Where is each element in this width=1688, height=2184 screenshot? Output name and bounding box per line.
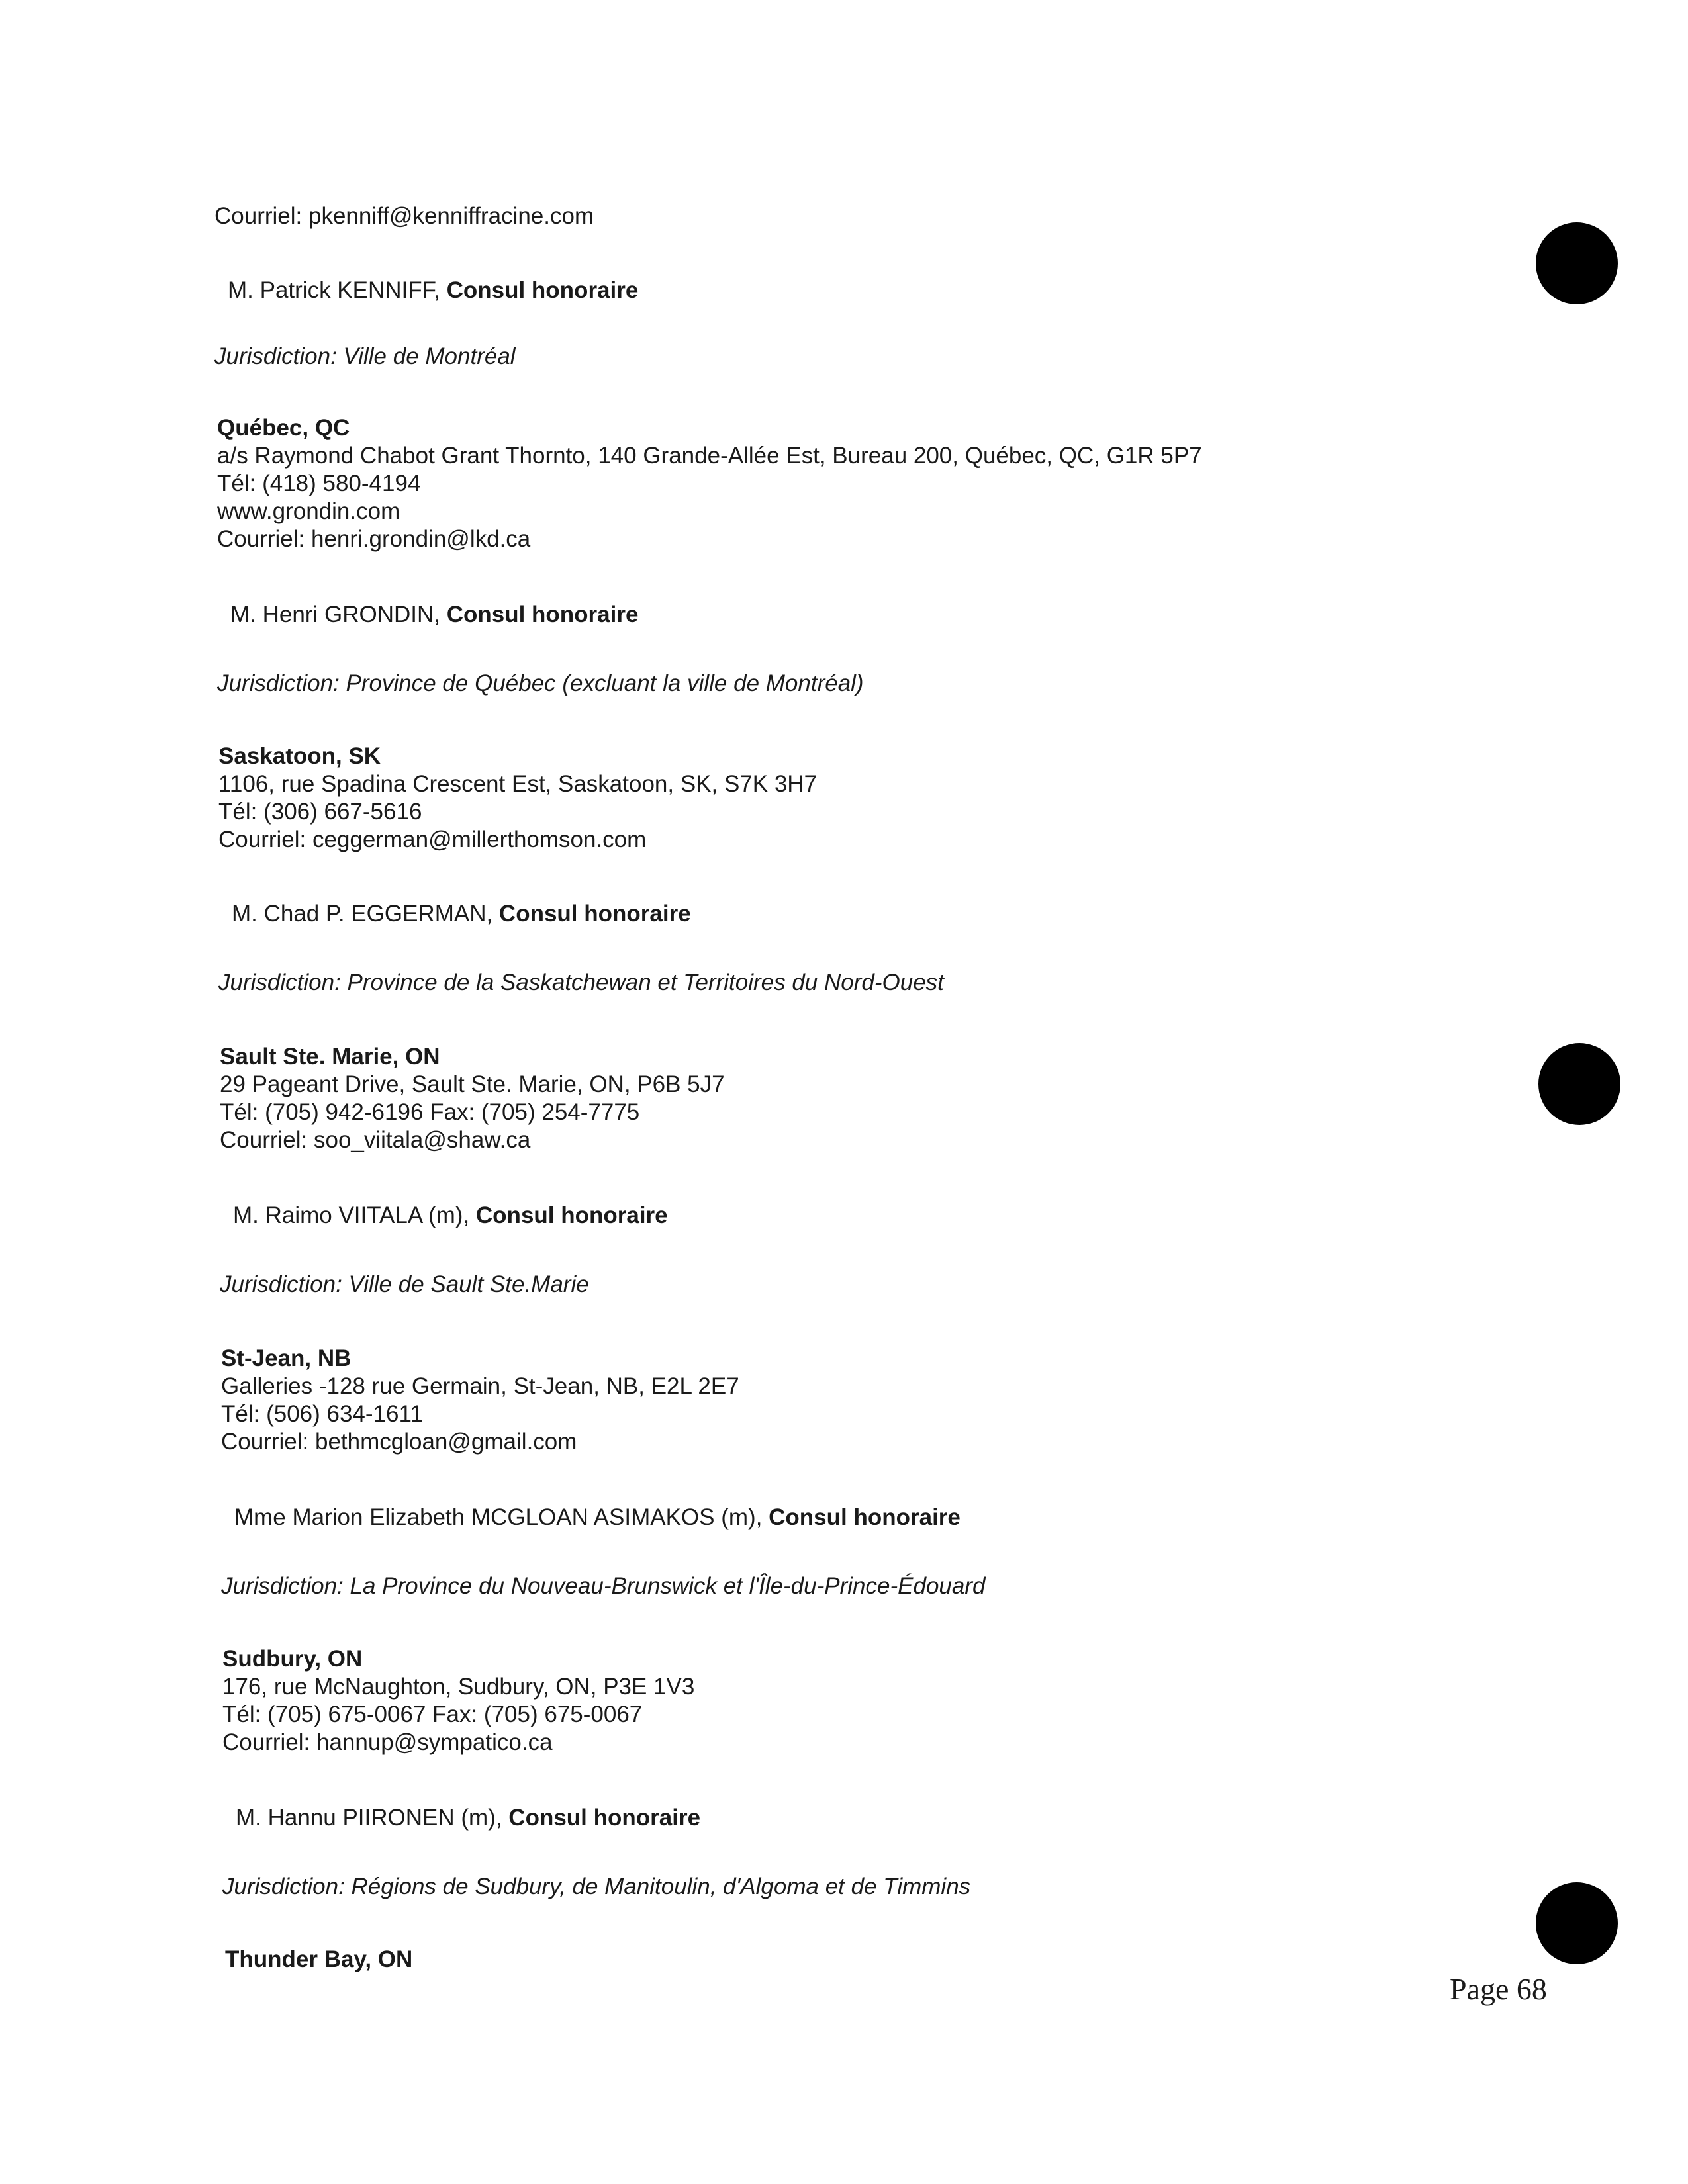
address-line: 176, rue McNaughton, Sudbury, ON, P3E 1V3 — [222, 1674, 695, 1700]
consul-name-line — [233, 1202, 668, 1230]
jurisdiction-value: La Province du Nouveau-Brunswick et l'Île-du-Prince-Édouard — [343, 1573, 986, 1599]
jurisdiction-value: Régions de Sudbury, de Manitoulin, d'Algoma et de Timmins — [344, 1874, 971, 1899]
jurisdiction-line — [220, 1271, 589, 1298]
page-number: Page 68 — [1450, 1972, 1547, 2006]
punch-hole — [1536, 222, 1618, 304]
jurisdiction-value: Province de la Saskatchewan et Territoires du Nord-Ouest — [340, 970, 944, 995]
city-heading: Sault Ste. Marie, ON — [220, 1044, 440, 1069]
city-heading: Sudbury, ON — [222, 1646, 363, 1672]
jurisdiction-label: Jurisdiction: — [214, 343, 337, 369]
phone-line: Tél: (506) 634-1611 — [221, 1401, 423, 1427]
jurisdiction-label: Jurisdiction: — [222, 1874, 345, 1899]
jurisdiction-label: Jurisdiction: — [221, 1573, 344, 1599]
consul-name: M. Hannu PIIRONEN (m), — [236, 1805, 509, 1831]
email-line: Courriel: henri.grondin@lkd.ca — [217, 526, 531, 552]
consul-name: M. Chad P. EGGERMAN, — [232, 901, 499, 927]
phone-line: Tél: (705) 942-6196 Fax: (705) 254-7775 — [220, 1099, 640, 1125]
consul-title: Consul honoraire — [769, 1504, 961, 1530]
phone-line: Tél: (418) 580-4194 — [217, 471, 421, 496]
city-heading: Thunder Bay, ON — [225, 1946, 413, 1972]
consul-name-line — [228, 277, 638, 304]
address-line: 29 Pageant Drive, Sault Ste. Marie, ON, P6B 5J7 — [220, 1071, 725, 1097]
phone-line: Tél: (306) 667-5616 — [218, 799, 422, 825]
consul-title: Consul honoraire — [446, 277, 639, 303]
jurisdiction-line — [221, 1572, 985, 1600]
consul-name: M. Patrick KENNIFF, — [228, 277, 447, 303]
jurisdiction-value: Province de Québec (excluant la ville de Montréal) — [339, 670, 864, 696]
address-line: a/s Raymond Chabot Grant Thornto, 140 Grande-Allée Est, Bureau 200, Québec, QC, G1R 5P7 — [217, 443, 1202, 469]
city-heading: St-Jean, NB — [221, 1345, 352, 1371]
jurisdiction-value: Ville de Montréal — [336, 343, 516, 369]
jurisdiction-line — [214, 343, 516, 371]
consul-name-line — [230, 601, 638, 629]
email-line: Courriel: hannup@sympatico.ca — [222, 1729, 553, 1755]
email-line: Courriel: soo_viitala@shaw.ca — [220, 1127, 531, 1153]
consul-name-line — [232, 900, 691, 928]
address-line: 1106, rue Spadina Crescent Est, Saskatoon, SK, S7K 3H7 — [218, 771, 818, 797]
city-heading: Québec, QC — [217, 415, 350, 441]
consul-title: Consul honoraire — [446, 602, 639, 627]
jurisdiction-line — [222, 1873, 970, 1901]
jurisdiction-line — [218, 969, 944, 997]
jurisdiction-value: Ville de Sault Ste.Marie — [342, 1271, 589, 1297]
address-line: Galleries -128 rue Germain, St-Jean, NB, E2L 2E7 — [221, 1373, 739, 1399]
jurisdiction-label: Jurisdiction: — [220, 1271, 342, 1297]
consul-title: Consul honoraire — [475, 1203, 668, 1228]
city-heading: Saskatoon, SK — [218, 743, 381, 769]
phone-line: Tél: (705) 675-0067 Fax: (705) 675-0067 — [222, 1702, 643, 1727]
jurisdiction-label: Jurisdiction: — [217, 670, 340, 696]
jurisdiction-label: Jurisdiction: — [218, 970, 341, 995]
email-line: Courriel: pkenniff@kenniffracine.com — [214, 203, 594, 229]
punch-hole — [1536, 1882, 1618, 1964]
email-line: Courriel: bethmcgloan@gmail.com — [221, 1429, 577, 1455]
consul-name-line — [234, 1504, 961, 1531]
consul-name: Mme Marion Elizabeth MCGLOAN ASIMAKOS (m), — [234, 1504, 769, 1530]
punch-hole — [1538, 1043, 1620, 1125]
email-line: Courriel: ceggerman@millerthomson.com — [218, 827, 647, 852]
consul-name: M. Henri GRONDIN, — [230, 602, 447, 627]
website-line: www.grondin.com — [217, 498, 400, 524]
consul-title: Consul honoraire — [508, 1805, 701, 1831]
consul-name-line — [236, 1804, 700, 1832]
consul-title: Consul honoraire — [498, 901, 691, 927]
jurisdiction-line — [217, 670, 864, 698]
consul-name: M. Raimo VIITALA (m), — [233, 1203, 476, 1228]
